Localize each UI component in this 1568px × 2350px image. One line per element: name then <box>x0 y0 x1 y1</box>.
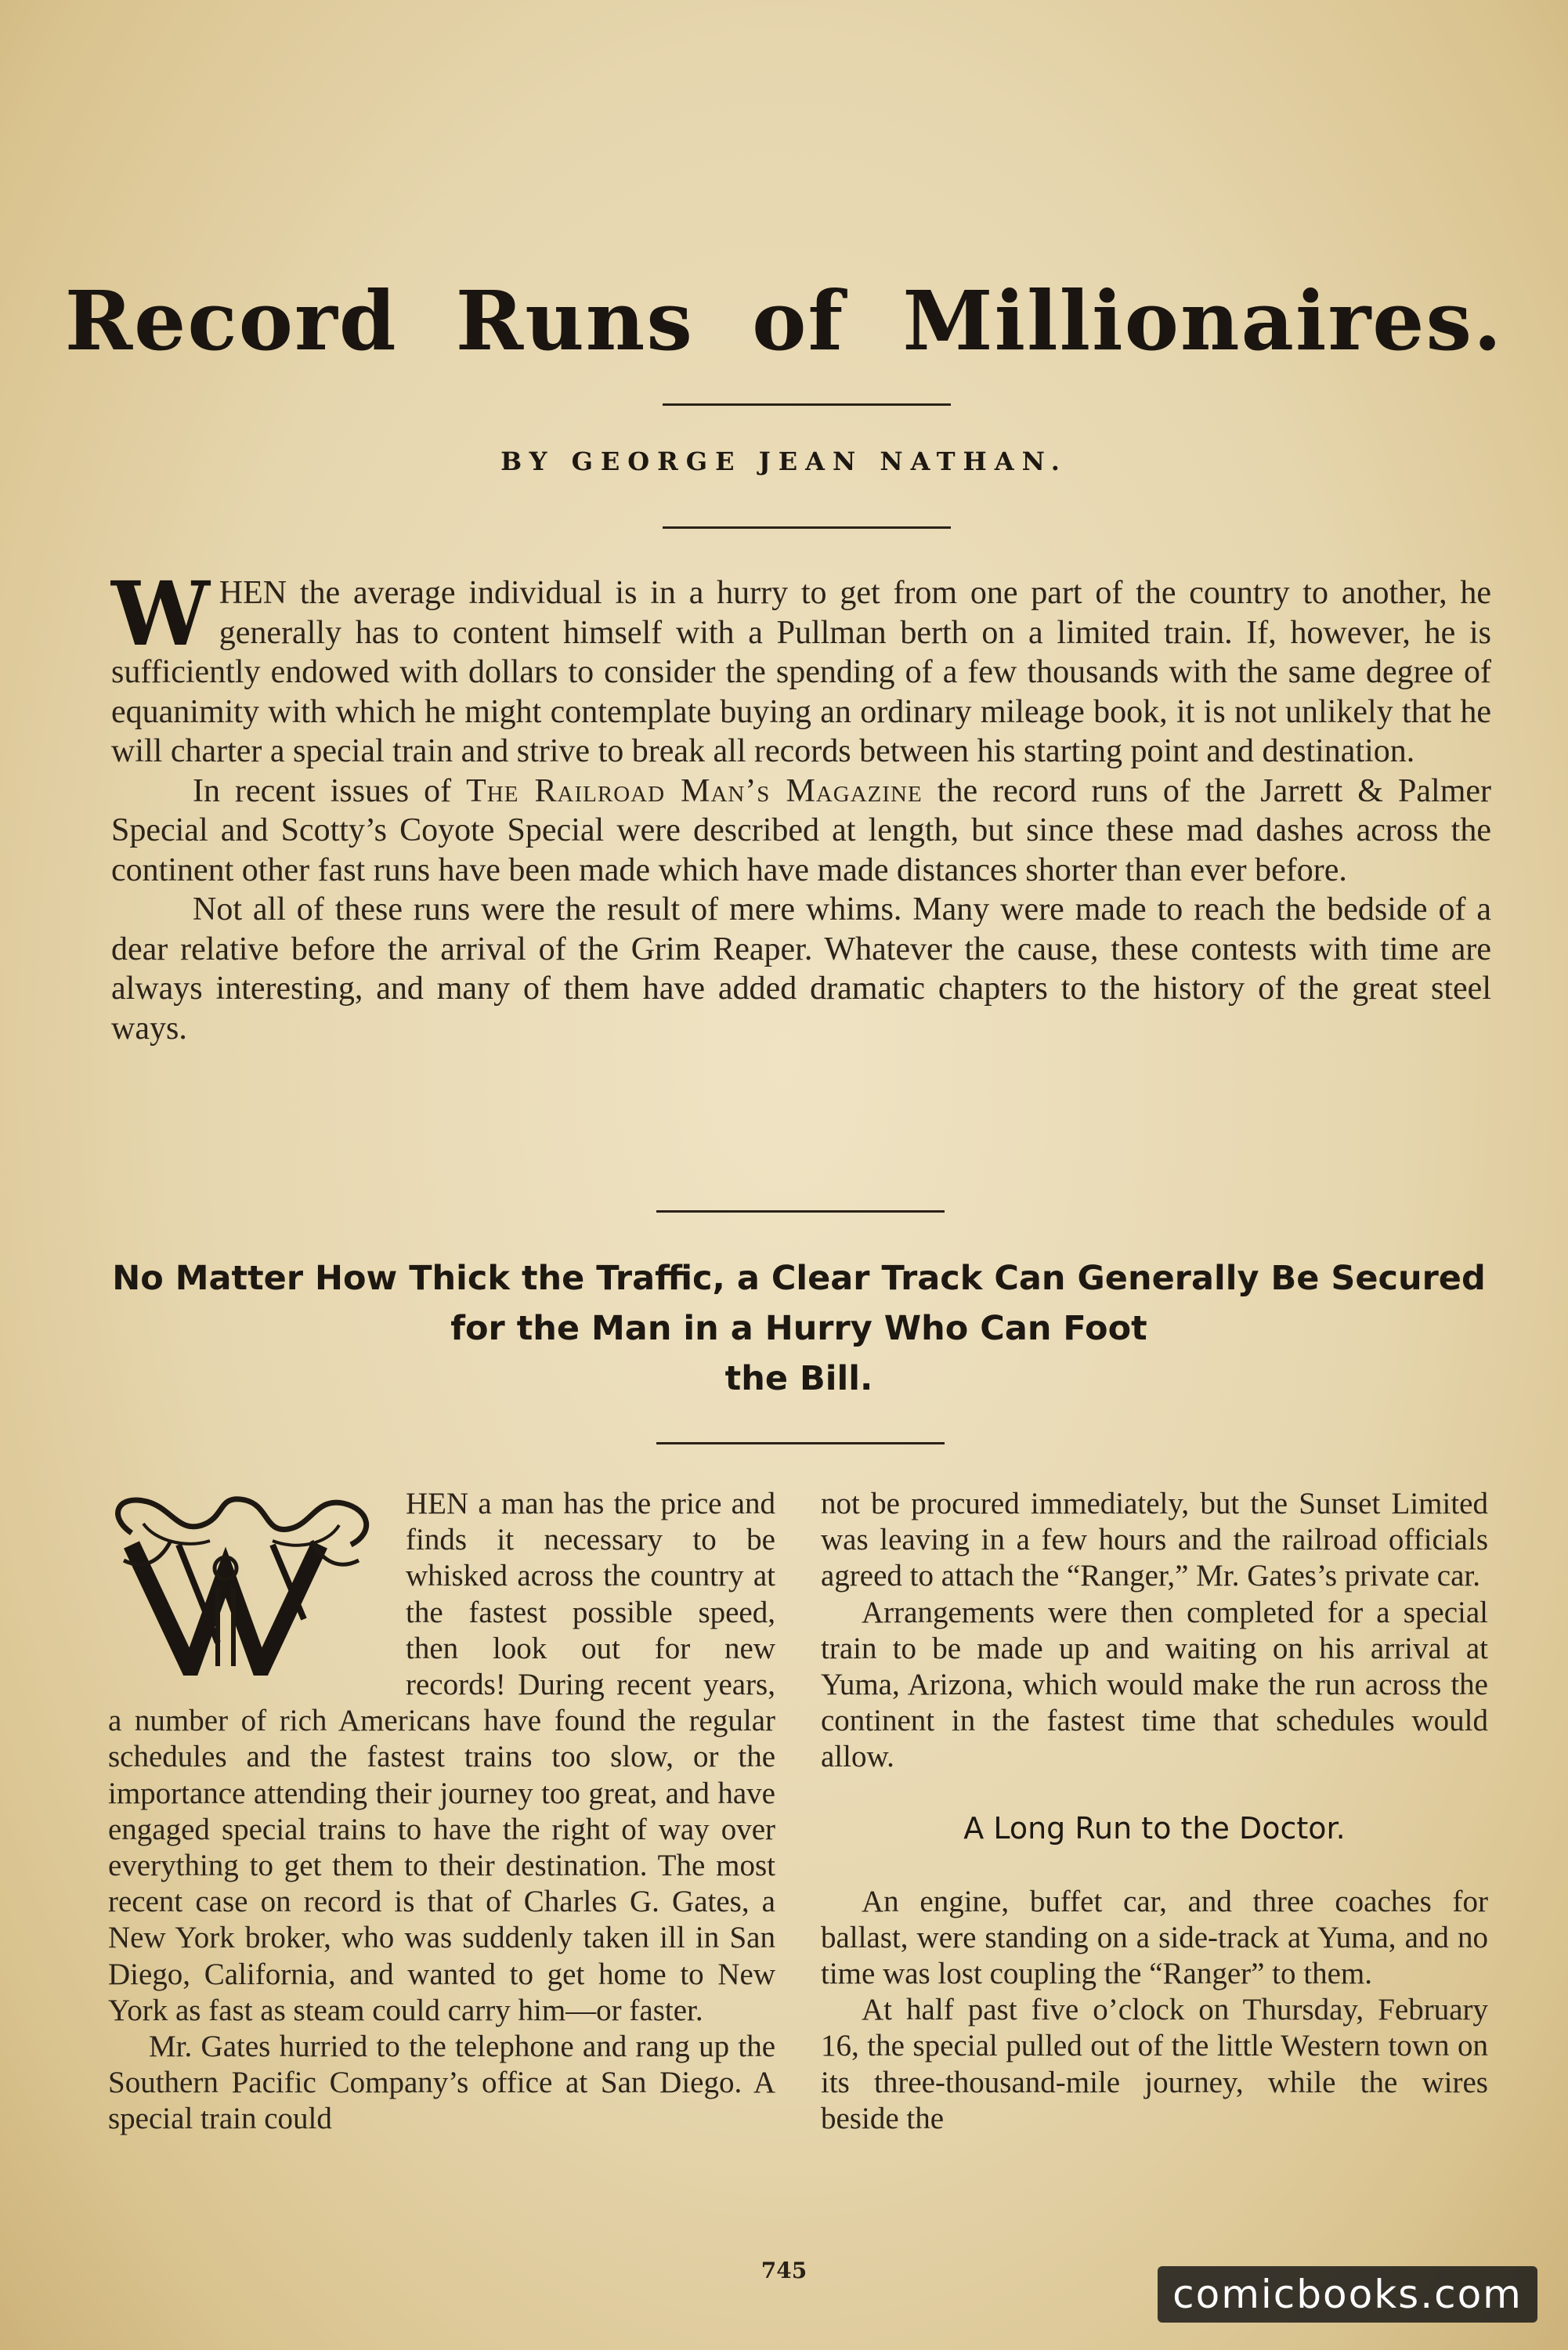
left-paragraph-2: Mr. Gates hurried to the telephone and rang up the Southern Pacific Company’s office at San Diego. A special train could <box>108 2030 775 2136</box>
drop-cap: W <box>111 563 210 666</box>
title-divider <box>663 403 951 406</box>
watermark: comicbooks.com <box>1158 2266 1537 2323</box>
right-column <box>821 1486 1488 2137</box>
intro-text <box>111 563 1491 1048</box>
intro-divider <box>656 1210 945 1213</box>
magazine-name: The Railroad Man’s Magazine <box>466 772 923 809</box>
left-column <box>108 1486 775 2138</box>
page-number: 745 <box>761 2258 807 2283</box>
right-paragraph-1: not be procured immediately, but the Sunset Limited was leaving in a few hours and the railroad officials agreed to attach the “Ranger,” Mr. Gates’s private car. <box>821 1487 1488 1593</box>
right-paragraph-4: At half past five o’clock on Thursday, February 16, the special pulled out of the little Western town on its three-thousand-mile journey, while the wires beside the <box>821 1993 1488 2135</box>
subhead-divider <box>656 1442 945 1444</box>
intro-paragraph-1: WHEN the average individual is in a hurry to get from one part of the country to another, he generally has to content himself with a Pullman berth on a limited train. If, however, he is sufficiently endowed with dollars to consider the spending of a few thousands with the same degree of equanimity with which he might contemplate buying an ordinary mileage book, it is not unlikely that he will charter a special train and strive to break all records between his starting point and destination. <box>111 563 1491 769</box>
right-paragraph-3: An engine, buffet car, and three coaches for ballast, were standing on a side-track at Yuma, and no time was lost coupling the “Ranger” to them. <box>821 1884 1488 1991</box>
left-paragraph-1: HEN a man has the price and finds it necessary to be whisked across the country at the fastest possible speed, then look out for new records! During recent years, a number of rich Americans have found the regular schedules and the fastest trains too slow, or the importance attending their journey too great, and have engaged special trains to have the right of way over everything to get them to their destination. The most recent case on record is that of Charles G. Gates, a New York broker, who was suddenly taken ill in San Diego, California, and wanted to get home to New York as fast as steam could carry him—or faster. <box>108 1487 775 2027</box>
right-paragraph-2: Arrangements were then completed for a special train to be made up and waiting on his arrival at Yuma, Arizona, which would make the run across the continent in the fastest time that schedules would allow. <box>821 1595 1488 1774</box>
intro-paragraph-2: In recent issues of The Railroad Man’s Magazine the record runs of the Jarrett & Palmer Special and Scotty’s Coyote Special were described at length, but since these mad dashes across the continent other fast runs have been made which have made distances shorter than ever before. <box>111 772 1491 888</box>
ornamental-drop-cap-w <box>100 1486 398 1676</box>
subheading: No Matter How Thick the Traffic, a Clear Track Can Generally Be Secured for the Man in a Hurry Who Can Foot the Bill. <box>112 1259 1486 1398</box>
byline-divider <box>663 526 951 529</box>
section-heading: A Long Run to the Doctor. <box>963 1810 1346 1846</box>
byline: BY GEORGE JEAN NATHAN. <box>500 446 1068 476</box>
article-title: Record Runs of Millionaires. <box>64 273 1504 369</box>
intro-paragraph-3: Not all of these runs were the result of mere whims. Many were made to reach the bedside of a dear relative before the arrival of the Grim Reaper. Whatever the cause, these contests with time are always interesting, and many of them have added dramatic chapters to the history of the great steel ways. <box>111 891 1491 1047</box>
